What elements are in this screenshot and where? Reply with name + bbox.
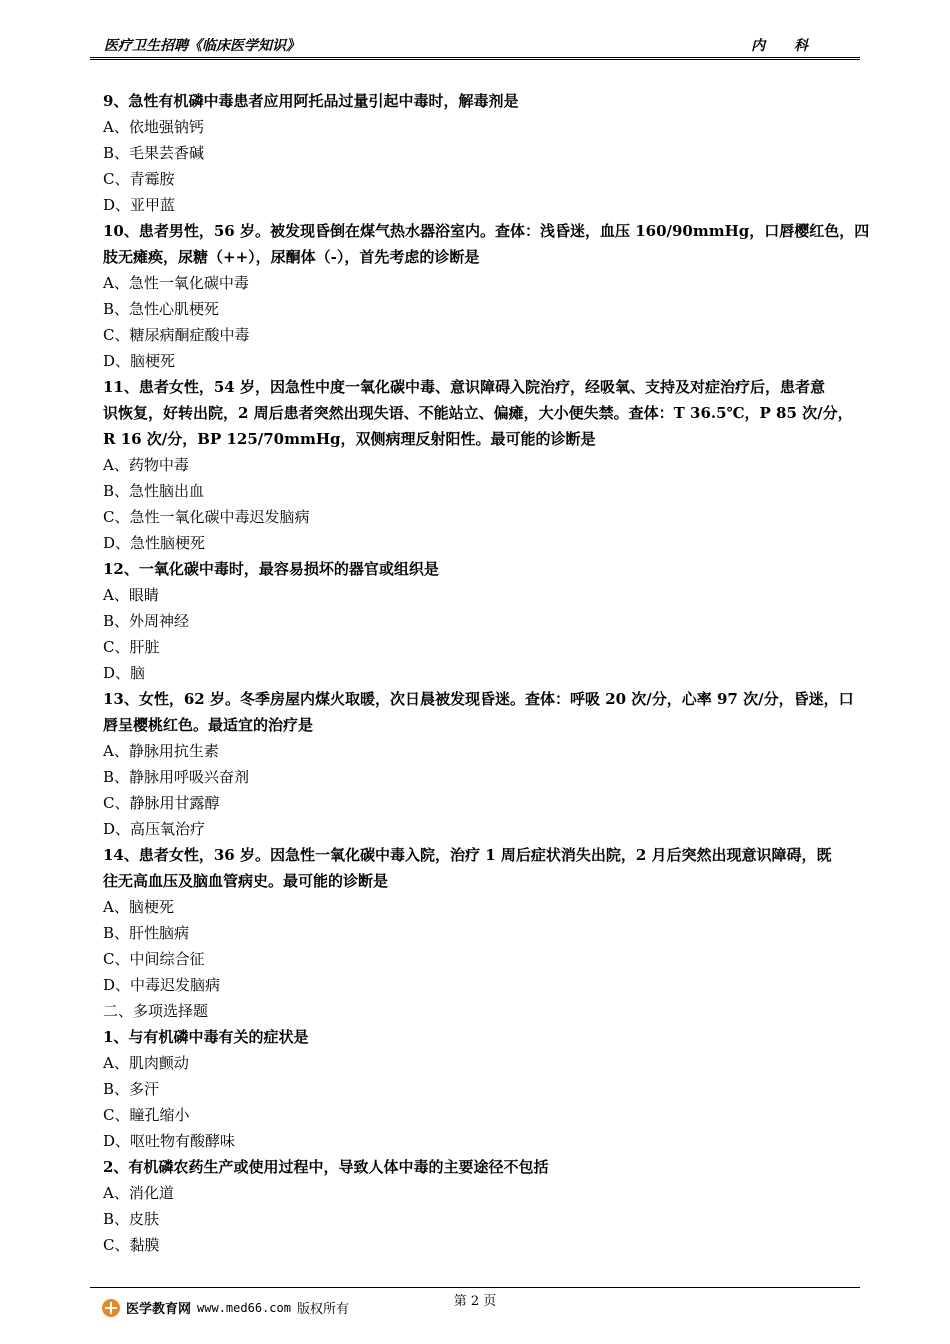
answer-option: C、青霉胺	[103, 170, 175, 188]
question-stem	[103, 1154, 855, 1180]
answer-option: C、肝脏	[103, 638, 160, 656]
answer-option: C、中间综合征	[103, 950, 205, 968]
answer-option: A、眼睛	[103, 586, 159, 604]
answer-option: C、瞳孔缩小	[103, 1106, 190, 1124]
header-title: 医疗卫生招聘《临床医学知识》	[104, 38, 300, 54]
question-stem-line: 13、女性，62 岁。冬季房屋内煤火取暖，次日晨被发现昏迷。查体：呼吸 20 次/分，心率 97 次/分，昏迷，口	[103, 690, 854, 708]
page-header	[90, 33, 860, 60]
question-stem-line: 9、急性有机磷中毒患者应用阿托品过量引起中毒时，解毒剂是	[103, 92, 519, 110]
question-stem-line: 12、一氧化碳中毒时，最容易损坏的器官或组织是	[103, 560, 439, 578]
question-stem-line: 唇呈樱桃红色。最适宜的治疗是	[103, 716, 314, 734]
answer-option: B、毛果芸香碱	[103, 144, 205, 162]
answer-option: D、脑梗死	[103, 352, 176, 370]
answer-option: B、静脉用呼吸兴奋剂	[103, 768, 250, 786]
answer-option: A、依地强钠钙	[103, 118, 204, 136]
answer-option: C、糖尿病酮症酸中毒	[103, 326, 250, 344]
question-stem	[103, 1024, 855, 1050]
question-stem	[103, 556, 855, 582]
brand-url[interactable]: www.med66.com	[197, 1300, 291, 1315]
multiple-choice-section	[103, 1024, 855, 1258]
question-content	[103, 88, 870, 1258]
medical-cross-logo-icon	[102, 1299, 120, 1317]
answer-option: B、皮肤	[103, 1210, 160, 1228]
answer-option: A、消化道	[103, 1184, 174, 1202]
answer-option: A、肌肉颤动	[103, 1054, 189, 1072]
question-stem	[103, 842, 855, 894]
footer-brand	[102, 1298, 349, 1317]
section-title: 二、多项选择题	[103, 1002, 209, 1020]
answer-option: C、黏膜	[103, 1236, 160, 1254]
header-subject: 内 科	[751, 38, 820, 54]
brand-name: 医学教育网	[126, 1302, 192, 1317]
question-stem	[103, 88, 855, 114]
answer-option: A、药物中毒	[103, 456, 189, 474]
question-stem	[103, 374, 855, 452]
question-stem-line: R 16 次/分，BP 125/70mmHg，双侧病理反射阳性。最可能的诊断是	[103, 430, 596, 448]
single-choice-section	[103, 88, 870, 998]
brand-rights: 版权所有	[296, 1302, 349, 1317]
answer-option: B、急性心肌梗死	[103, 300, 220, 318]
answer-option: D、呕吐物有酸酵味	[103, 1132, 236, 1150]
page-number: 第 2 页	[453, 1294, 497, 1309]
answer-option: D、急性脑梗死	[103, 534, 206, 552]
question-stem-line: 2、有机磷农药生产或使用过程中，导致人体中毒的主要途径不包括	[103, 1158, 549, 1176]
answer-option: A、静脉用抗生素	[103, 742, 219, 760]
answer-option: B、外周神经	[103, 612, 190, 630]
answer-option: D、高压氧治疗	[103, 820, 206, 838]
question-stem	[103, 686, 855, 738]
question-stem-line: 肢无瘫痪，尿糖（++），尿酮体（-），首先考虑的诊断是	[103, 248, 480, 266]
answer-option: B、多汗	[103, 1080, 160, 1098]
question-stem-line: 往无高血压及脑血管病史。最可能的诊断是	[103, 872, 389, 890]
question-stem-line: 14、患者女性，36 岁。因急性一氧化碳中毒入院，治疗 1 周后症状消失出院，2 月后突然出现意识障碍，既	[103, 846, 832, 864]
answer-option: B、急性脑出血	[103, 482, 205, 500]
question-stem-line: 1、与有机磷中毒有关的症状是	[103, 1028, 309, 1046]
page-footer	[90, 1287, 860, 1338]
answer-option: B、肝性脑病	[103, 924, 190, 942]
answer-option: D、中毒迟发脑病	[103, 976, 221, 994]
answer-option: C、静脉用甘露醇	[103, 794, 220, 812]
question-stem-line: 10、患者男性，56 岁。被发现昏倒在煤气热水器浴室内。查体：浅昏迷，血压 160/90mmHg，口唇樱红色，四	[103, 222, 870, 240]
question-stem	[103, 218, 870, 270]
answer-option: D、脑	[103, 664, 146, 682]
answer-option: A、急性一氧化碳中毒	[103, 274, 249, 292]
answer-option: D、亚甲蓝	[103, 196, 176, 214]
answer-option: A、脑梗死	[103, 898, 174, 916]
answer-option: C、急性一氧化碳中毒迟发脑病	[103, 508, 310, 526]
question-stem-line: 11、患者女性，54 岁，因急性中度一氧化碳中毒、意识障碍入院治疗，经吸氧、支持及对症治疗后，患者意	[103, 378, 825, 396]
question-stem-line: 识恢复，好转出院，2 周后患者突然出现失语、不能站立、偏瘫，大小便失禁。查体：T 36.5℃，P 85 次/分，	[103, 404, 853, 422]
